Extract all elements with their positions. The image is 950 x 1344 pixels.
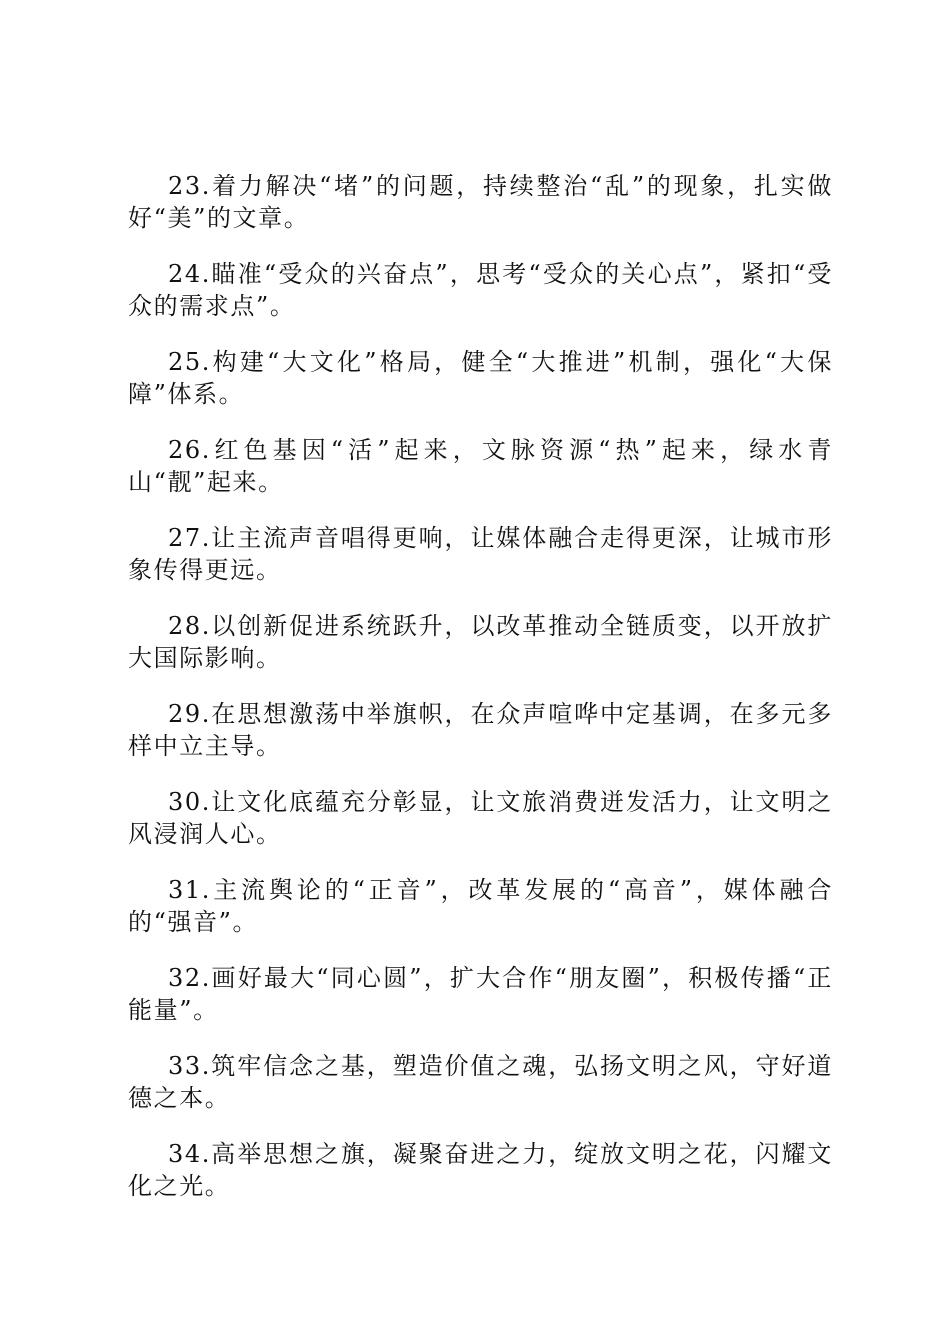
paragraph-25: 25.构建“大文化”格局，健全“大推进”机制，强化“大保障”体系。 xyxy=(128,348,833,408)
paragraph-33: 33.筑牢信念之基，塑造价值之魂，弘扬文明之风，守好道德之本。 xyxy=(128,1052,833,1112)
paragraph-24: 24.瞄准“受众的兴奋点”，思考“受众的关心点”，紧扣“受众的需求点”。 xyxy=(128,260,833,320)
paragraph-26: 26.红色基因“活”起来，文脉资源“热”起来，绿水青山“靓”起来。 xyxy=(128,436,833,496)
paragraph-28: 28.以创新促进系统跃升，以改革推动全链质变，以开放扩大国际影响。 xyxy=(128,612,833,672)
paragraph-30: 30.让文化底蕴充分彰显，让文旅消费迸发活力，让文明之风浸润人心。 xyxy=(128,788,833,848)
paragraph-31: 31.主流舆论的“正音”，改革发展的“高音”，媒体融合的“强音”。 xyxy=(128,876,833,936)
paragraph-23: 23.着力解决“堵”的问题，持续整治“乱”的现象，扎实做好“美”的文章。 xyxy=(128,172,833,232)
paragraph-29: 29.在思想激荡中举旗帜，在众声喧哗中定基调，在多元多样中立主导。 xyxy=(128,700,833,760)
document-body xyxy=(128,170,833,1226)
paragraph-34: 34.高举思想之旗，凝聚奋进之力，绽放文明之花，闪耀文化之光。 xyxy=(128,1140,833,1200)
paragraph-27: 27.让主流声音唱得更响，让媒体融合走得更深，让城市形象传得更远。 xyxy=(128,524,833,584)
paragraph-32: 32.画好最大“同心圆”，扩大合作“朋友圈”，积极传播“正能量”。 xyxy=(128,964,833,1024)
